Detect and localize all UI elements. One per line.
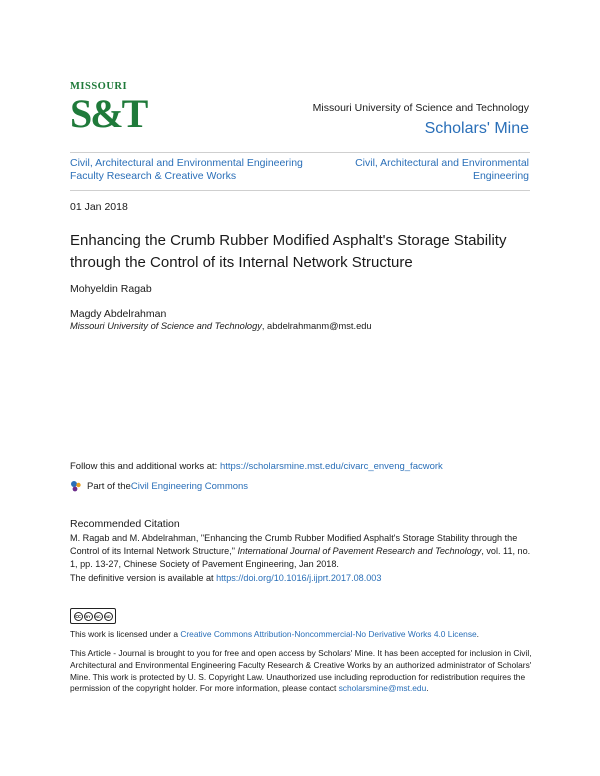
access-notice — [70, 648, 540, 695]
university-logo — [70, 81, 147, 140]
author-email: , abdelrahmanm@mst.edu — [261, 321, 372, 331]
license-link[interactable]: Creative Commons Attribution-Noncommercial-No Derivative Works 4.0 License — [180, 629, 477, 639]
license-prefix: This work is licensed under a — [70, 629, 181, 639]
logo-missouri-text: MISSOURI — [70, 81, 128, 92]
logo-st-text: S&T — [70, 91, 147, 136]
author-affiliation — [70, 321, 372, 331]
nd-icon: ND — [104, 612, 113, 621]
citation-part-b: , vol. 11, no. 1, pp. 13-27, Chinese Society of Pavement Engineering, Jan 2018. — [70, 546, 531, 570]
by-icon: BY — [84, 612, 93, 621]
collection-link[interactable]: https://scholarsmine.mst.edu/civarc_enveng_facwork — [219, 461, 443, 472]
department-link[interactable]: Civil, Architectural and Environmental Engineering — [355, 157, 529, 182]
nc-icon: NC — [94, 612, 103, 621]
notice-end: . — [426, 683, 429, 694]
publication-date: 01 Jan 2018 — [70, 201, 128, 213]
contact-email-link[interactable]: scholarsmine@mst.edu — [338, 683, 427, 694]
affiliation-name: Missouri University of Science and Technology — [70, 321, 262, 331]
follow-line — [70, 461, 443, 472]
author-name: Mohyeldin Ragab — [70, 283, 152, 295]
citation-part-a: M. Ragab and M. Abdelrahman, "Enhancing the Crumb Rubber Modified Asphalt's Storage Stability through the Control of its Internal Network Structure," — [70, 533, 518, 557]
license-line — [70, 629, 479, 639]
doi-link[interactable]: https://doi.org/10.1016/j.ijprt.2017.08.003 — [216, 572, 382, 583]
author-name: Magdy Abdelrahman — [70, 308, 167, 320]
follow-prefix: Follow this and additional works at: — [70, 461, 220, 472]
institution-name: Missouri University of Science and Technology — [312, 102, 529, 114]
article-title: Enhancing the Crumb Rubber Modified Asphalt's Storage Stability through the Control of its Internal Network Structure — [70, 232, 507, 271]
citation-text — [70, 532, 540, 585]
civil-engineering-commons-link[interactable]: Civil Engineering Commons — [130, 480, 249, 492]
part-of-prefix: Part of the — [87, 480, 131, 492]
divider — [70, 190, 530, 191]
license-suffix: . — [476, 629, 479, 639]
notice-text: This Article - Journal is brought to you for free and open access by Scholars' Mine. It has been accepted for inclusion in Civil, Architectural and Environmental Engineering Faculty Research & Creative Works by an authorized administrator of Scholars' Mine. This work is protected by U. S. Copyright Law. Unauthorized use including reproduction for redistribution requires the permission of the copyright holder. For more information, please contact — [70, 648, 532, 694]
faculty-works-link[interactable]: Civil, Architectural and Environmental Engineering Faculty Research & Creative Works — [70, 157, 303, 182]
scholars-mine-link[interactable]: Scholars' Mine — [424, 120, 529, 137]
doi-prefix: The definitive version is available at — [70, 572, 217, 583]
part-of-line — [70, 480, 248, 492]
network-icon — [70, 480, 82, 492]
cc-icon: cc — [75, 613, 81, 620]
journal-name: International Journal of Pavement Research and Technology — [237, 546, 482, 557]
divider — [70, 152, 530, 153]
creative-commons-badge[interactable] — [70, 608, 116, 624]
recommended-citation-heading: Recommended Citation — [70, 518, 180, 530]
